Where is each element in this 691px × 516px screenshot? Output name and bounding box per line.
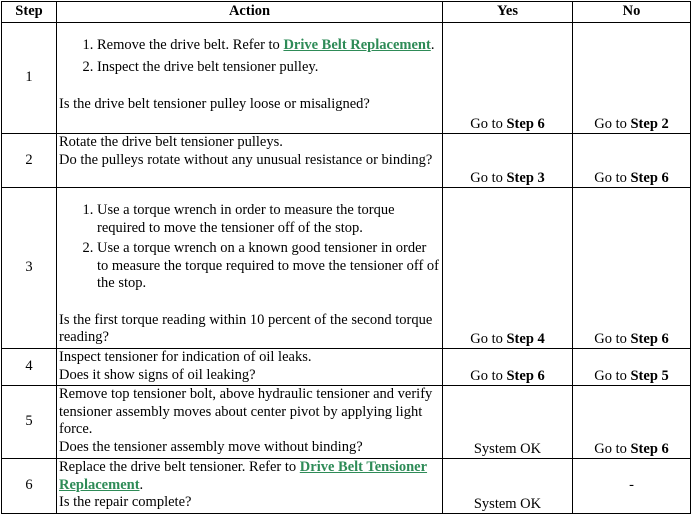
action-question: Is the repair complete? xyxy=(59,494,192,510)
step-number: 6 xyxy=(2,459,57,514)
no-cell: Go to Step 6 xyxy=(573,188,691,349)
action-question: Does the tensioner assembly move without binding? xyxy=(59,438,363,455)
action-cell xyxy=(57,386,443,459)
table-row xyxy=(2,134,691,188)
go-to-step-link[interactable]: Step 2 xyxy=(630,115,669,132)
action-question: Do the pulleys rotate without any unusual resistance or binding? xyxy=(59,151,433,168)
step-number: 1 xyxy=(2,23,57,134)
table-row xyxy=(2,188,691,349)
action-cell xyxy=(57,349,443,386)
drive-belt-tensioner-replacement-link[interactable]: Drive Belt Tensioner Replacement xyxy=(59,459,428,493)
yes-cell: Go to Step 4 xyxy=(443,188,573,349)
action-cell xyxy=(57,134,443,188)
header-yes: Yes xyxy=(443,2,573,23)
action-line: Replace the drive belt tensioner. Refer to Drive Belt Tensioner Replacement. xyxy=(59,459,428,493)
action-cell xyxy=(57,23,443,134)
action-cell xyxy=(57,188,443,349)
step-number: 2 xyxy=(2,134,57,188)
list-item: 1. Use a torque wrench in order to measure the torque required to move the tensioner off of the stop. xyxy=(97,202,440,237)
no-cell: Go to Step 5 xyxy=(573,349,691,386)
action-list xyxy=(59,37,440,76)
action-question: Is the drive belt tensioner pulley loose or misaligned? xyxy=(59,96,370,112)
header-no: No xyxy=(573,2,691,23)
action-cell xyxy=(57,459,443,514)
action-question: Is the first torque reading within 10 percent of the second torque reading? xyxy=(59,311,433,345)
header-step: Step xyxy=(2,2,57,23)
go-to-step-link[interactable]: Step 6 xyxy=(630,169,669,186)
go-to-step-link[interactable]: Step 3 xyxy=(506,169,545,186)
no-cell: Go to Step 2 xyxy=(573,23,691,134)
go-to-step-link[interactable]: Step 4 xyxy=(506,330,545,347)
table-row xyxy=(2,349,691,386)
drive-belt-replacement-link[interactable]: Drive Belt Replacement xyxy=(283,37,431,53)
table-row xyxy=(2,23,691,134)
list-item: 2. Inspect the drive belt tensioner pulley. xyxy=(97,59,440,77)
step-number: 4 xyxy=(2,349,57,386)
yes-cell: Go to Step 6 xyxy=(443,23,573,134)
action-line: Rotate the drive belt tensioner pulleys. xyxy=(59,134,283,150)
step-number: 3 xyxy=(2,188,57,349)
header-action: Action xyxy=(57,2,443,23)
list-item: 2. Use a torque wrench on a known good tensioner in order to measure the torque required to move the tensioner off of the stop. xyxy=(97,240,440,293)
list-item: 1. Remove the drive belt. Refer to Drive Belt Replacement. xyxy=(97,37,440,55)
step-number: 5 xyxy=(2,386,57,459)
diagnostic-table xyxy=(1,1,691,514)
table-row xyxy=(2,386,691,459)
go-to-step-link[interactable]: Step 6 xyxy=(506,367,545,384)
no-cell: Go to Step 6 xyxy=(573,386,691,459)
no-cell: - xyxy=(573,459,691,514)
action-question: Does it show signs of oil leaking? xyxy=(59,366,256,383)
yes-cell: System OK xyxy=(443,459,573,514)
go-to-step-link[interactable]: Step 6 xyxy=(630,330,669,347)
go-to-step-link[interactable]: Step 5 xyxy=(630,367,669,384)
action-list xyxy=(59,202,440,293)
action-line: Inspect tensioner for indication of oil leaks. xyxy=(59,349,312,365)
table-row xyxy=(2,459,691,514)
header-row xyxy=(2,2,691,23)
no-cell: Go to Step 6 xyxy=(573,134,691,188)
yes-cell: Go to Step 3 xyxy=(443,134,573,188)
go-to-step-link[interactable]: Step 6 xyxy=(506,115,545,132)
yes-cell: System OK xyxy=(443,386,573,459)
action-line: Remove top tensioner bolt, above hydraulic tensioner and verify tensioner assembly moves about center pivot by applying light force. xyxy=(59,386,433,437)
go-to-step-link[interactable]: Step 6 xyxy=(630,440,669,457)
yes-cell: Go to Step 6 xyxy=(443,349,573,386)
